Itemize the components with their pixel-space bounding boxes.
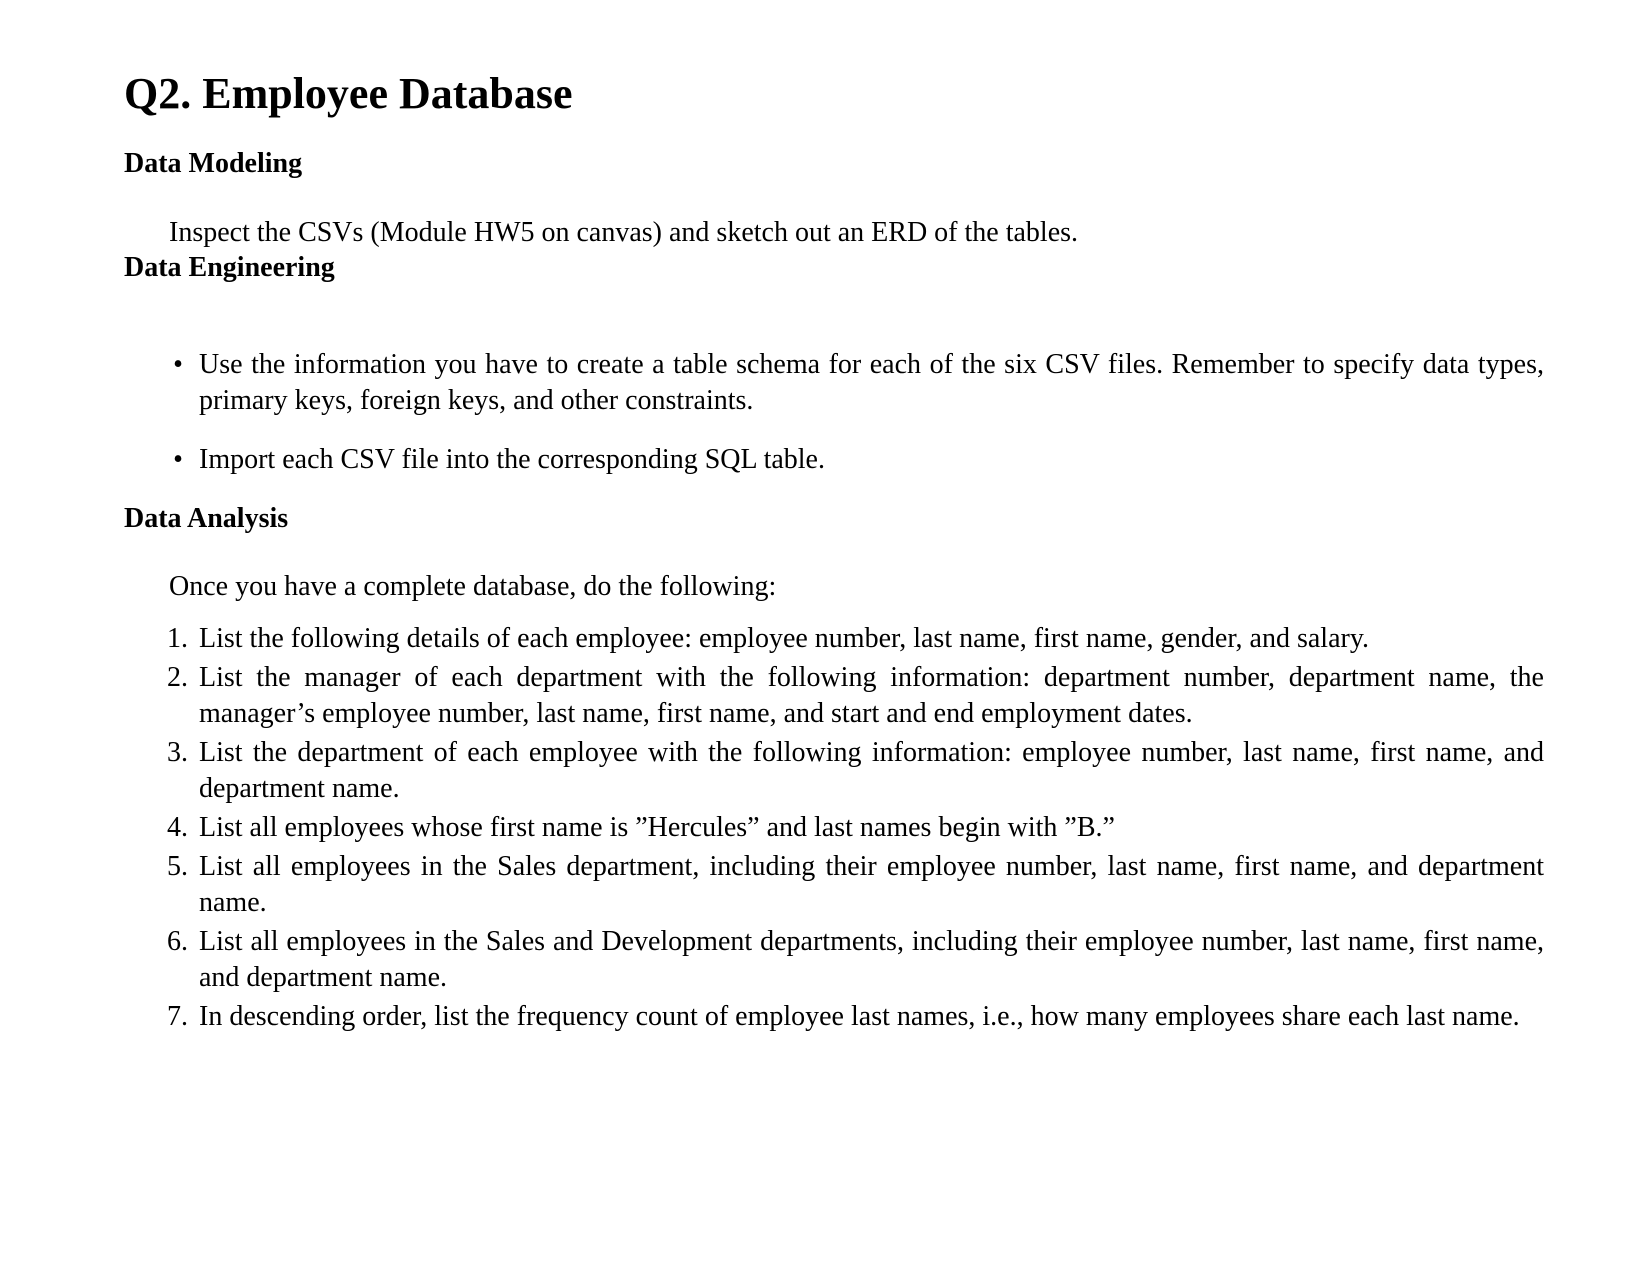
item-text: List the department of each employee with the following information: employee number, last name, first name, and department name.	[199, 737, 1544, 804]
data-modeling-text: Inspect the CSVs (Module HW5 on canvas) and sketch out an ERD of the tables.	[169, 217, 1079, 248]
item-text: List all employees whose first name is ”Hercules” and last names begin with ”B.”	[199, 812, 1115, 843]
item-number: 4.	[167, 812, 188, 843]
list-item	[124, 849, 1544, 921]
list-item	[124, 660, 1544, 732]
data-analysis-numbered-list	[124, 621, 1544, 1035]
list-item	[124, 621, 1544, 657]
list-item	[124, 735, 1544, 807]
list-item	[124, 999, 1544, 1035]
bullet-text: Use the information you have to create a table schema for each of the six CSV files. Remember to specify data types, primary keys, foreign keys, and other constraints.	[199, 349, 1544, 416]
item-text: List all employees in the Sales and Development departments, including their employee number, last name, first name, and department name.	[199, 926, 1544, 993]
bullet-marker: •	[173, 444, 183, 475]
data-analysis-intro: Once you have a complete database, do the following:	[169, 571, 777, 602]
data-engineering-bullet-list	[124, 347, 1544, 478]
item-text: In descending order, list the frequency count of employee last names, i.e., how many employees share each last name.	[199, 1001, 1520, 1032]
bullet-marker: •	[173, 349, 183, 380]
data-modeling-heading: Data Modeling	[124, 148, 303, 179]
item-number: 3.	[167, 737, 188, 768]
data-analysis-heading: Data Analysis	[124, 503, 289, 534]
list-item	[124, 442, 1544, 478]
list-item	[124, 347, 1544, 419]
item-number: 1.	[167, 623, 188, 654]
item-number: 7.	[167, 1001, 188, 1032]
item-text: List the following details of each employee: employee number, last name, first name, gender, and salary.	[199, 623, 1369, 654]
item-number: 6.	[167, 926, 188, 957]
item-number: 2.	[167, 662, 188, 693]
item-text: List the manager of each department with the following information: department number, department name, the manager’s employee number, last name, first name, and start and end employment dates.	[199, 662, 1544, 729]
list-item	[124, 810, 1544, 846]
data-engineering-heading: Data Engineering	[124, 252, 335, 283]
list-item	[124, 924, 1544, 996]
bullet-text: Import each CSV file into the corresponding SQL table.	[199, 444, 825, 475]
item-text: List all employees in the Sales department, including their employee number, last name, first name, and department name.	[199, 851, 1544, 918]
page-title: Q2. Employee Database	[124, 69, 573, 118]
item-number: 5.	[167, 851, 188, 882]
